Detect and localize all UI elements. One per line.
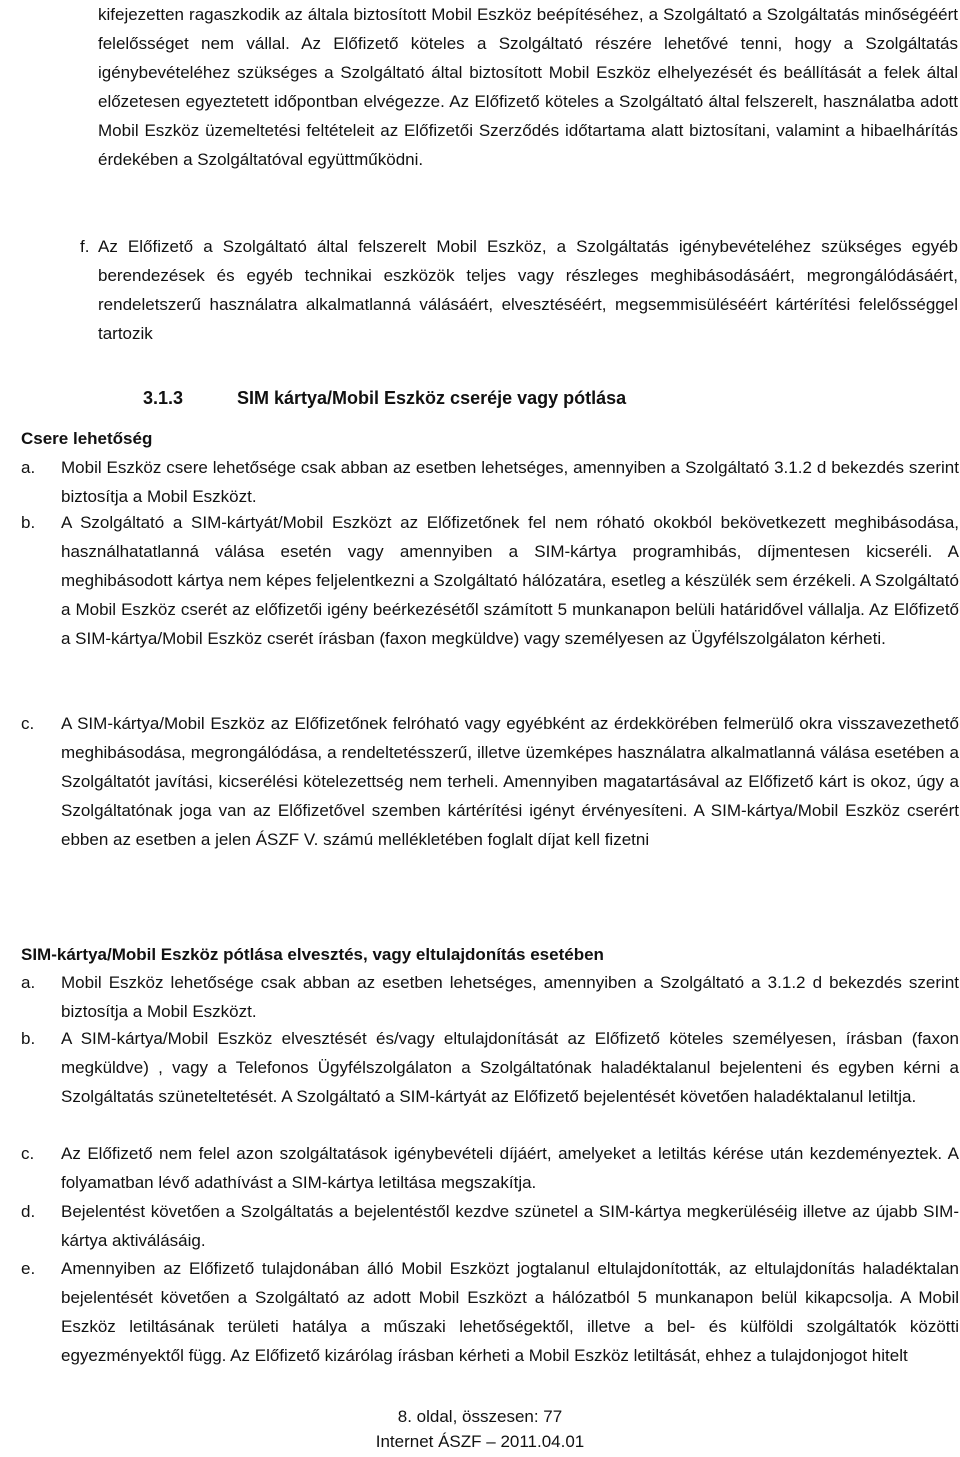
potlas-b-text: A SIM-kártya/Mobil Eszköz elvesztését és/vagy eltulajdonítását az Előfizető köteles személyesen, írásban (faxon megküldve) , vagy a Telefonos Ügyfélszolgálaton a Szolgáltatónak haladéktalanul bejelenteni és egyben kérni a Szolgáltatás szüneteltetését. A Szolgáltató a SIM-kártyát az Előfizető bejelentését követően haladéktalanul letiltja. <box>61 1029 959 1106</box>
csere-b-text: A Szolgáltató a SIM-kártyát/Mobil Eszközt az Előfizetőnek fel nem róható okokból bekövetkezett meghibásodása, használhatatlanná válása esetén vagy amennyiben a SIM-kártya programhibás, díjmentesen kicseréli. A meghibásodott kártya nem képes feljelentkezni a Szolgáltató hálózatára, esetleg a készülék sem érzékeli. A Szolgáltató a Mobil Eszköz cserét az előfizetői igény beérkezésétől számított 5 munkanapon belüli határidővel vállalja. Az Előfizető a SIM-kártya/Mobil Eszköz cserét írásban (faxon megküldve) vagy személyesen az Ügyfélszolgálaton kérheti. <box>61 513 959 648</box>
page-number: 8. oldal, összesen: 77 <box>397 1407 563 1426</box>
section-number: 3.1.3 <box>143 388 184 408</box>
potlas-b-label: b. <box>21 1029 36 1048</box>
potlas-e-text: Amennyiben az Előfizető tulajdonában álló Mobil Eszközt jogtalanul eltulajdonították, az eltulajdonítás haladéktalan bejelentését követően a Szolgáltató az adott Mobil Eszközt a hálózatból 5 munkanapon belül kikapcsolja. A Mobil Eszköz letiltásának területi hatálya a műszaki lehetőségektől, illetve a bel- és külföldi szolgáltatók közötti egyezményektől függ. Az Előfizető kizárólag írásban kérheti a Mobil Eszköz letiltását, ehhez a tulajdonjogot hitelt <box>61 1259 959 1365</box>
csere-b-label: b. <box>21 513 36 532</box>
csere-c-text: A SIM-kártya/Mobil Eszköz az Előfizetőnek felróható vagy egyébként az érdekkörében felmerülő okra visszavezethető meghibásodása, megrongálódása, a rendeltetésszerű, illetve üzemképes használatra alkalmatlanná válása esetében a Szolgáltatót javítási, kicserélési kötelezettség nem terheli. Amennyiben magatartásával az Előfizető kárt is okoz, úgy a Szolgáltatónak joga van az Előfizetővel szemben kártérítési igényt érvényesíteni. A SIM-kártya/Mobil Eszköz cserért ebben az esetben a jelen ÁSZF V. számú mellékletében foglalt díjat kell fizetni <box>61 714 959 849</box>
csere-a-text: Mobil Eszköz csere lehetősége csak abban az esetben lehetséges, amennyiben a Szolgáltató 3.1.2 d bekezdés szerint biztosítja a Mobil Eszközt. <box>61 458 959 506</box>
potlas-a-text: Mobil Eszköz lehetősége csak abban az esetben lehetséges, amennyiben a Szolgáltató a 3.1.2 d bekezdés szerint biztosítja a Mobil Eszközt. <box>61 973 959 1021</box>
potlas-a-label: a. <box>21 973 36 992</box>
potlas-c-label: c. <box>21 1144 35 1163</box>
continuation-paragraph: kifejezetten ragaszkodik az általa biztosított Mobil Eszköz beépítéséhez, a Szolgáltató a Szolgáltatás minőségéért felelősséget nem vállal. Az Előfizető köteles a Szolgáltató részére lehetővé tenni, hogy a Szolgáltatás igénybevételéhez szükséges a Szolgáltató által biztosított Mobil Eszköz elhelyezését és beállítását a felek által előzetesen egyeztetett időpontban elvégezze. Az Előfizető köteles a Szolgáltató által felszerelt, használatba adott Mobil Eszköz üzemeltetési feltételeit az Előfizetői Szerződés időtartama alatt biztosítani, valamint a hibaelhárítás érdekében a Szolgáltatóval együttműködni. <box>98 5 958 169</box>
potlas-d-label: d. <box>21 1202 36 1221</box>
potlas-c-text: Az Előfizető nem felel azon szolgáltatások igénybevételi díjáért, amelyeket a letiltás kérése után kezdeményeztek. A folyamatban lévő adathívást a SIM-kártya letiltása megszakítja. <box>61 1144 959 1192</box>
csere-heading: Csere lehetőség <box>21 429 153 448</box>
item-f-text: Az Előfizető a Szolgáltató által felszerelt Mobil Eszköz, a Szolgáltatás igénybevételéhez szükséges egyéb berendezések és egyéb technikai eszközök teljes vagy részleges meghibásodásáért, megrongálódásáért, rendeletszerű használatra alkalmatlanná válásáért, elvesztéséért, megsemmisüléséért kártérítési felelősséggel tartozik <box>98 237 958 343</box>
document-id: Internet ÁSZF – 2011.04.01 <box>375 1432 585 1451</box>
csere-a-label: a. <box>21 458 36 477</box>
csere-c-label: c. <box>21 714 35 733</box>
section-title: SIM kártya/Mobil Eszköz cseréje vagy pótlása <box>237 388 627 408</box>
item-f-label: f. <box>80 237 90 256</box>
potlas-d-text: Bejelentést követően a Szolgáltatás a bejelentéstől kezdve szünetel a SIM-kártya megkerüléséig illetve az újabb SIM-kártya aktiválásáig. <box>61 1202 959 1250</box>
potlas-heading: SIM-kártya/Mobil Eszköz pótlása elvesztés, vagy eltulajdonítás esetében <box>21 945 604 964</box>
potlas-e-label: e. <box>21 1259 36 1278</box>
